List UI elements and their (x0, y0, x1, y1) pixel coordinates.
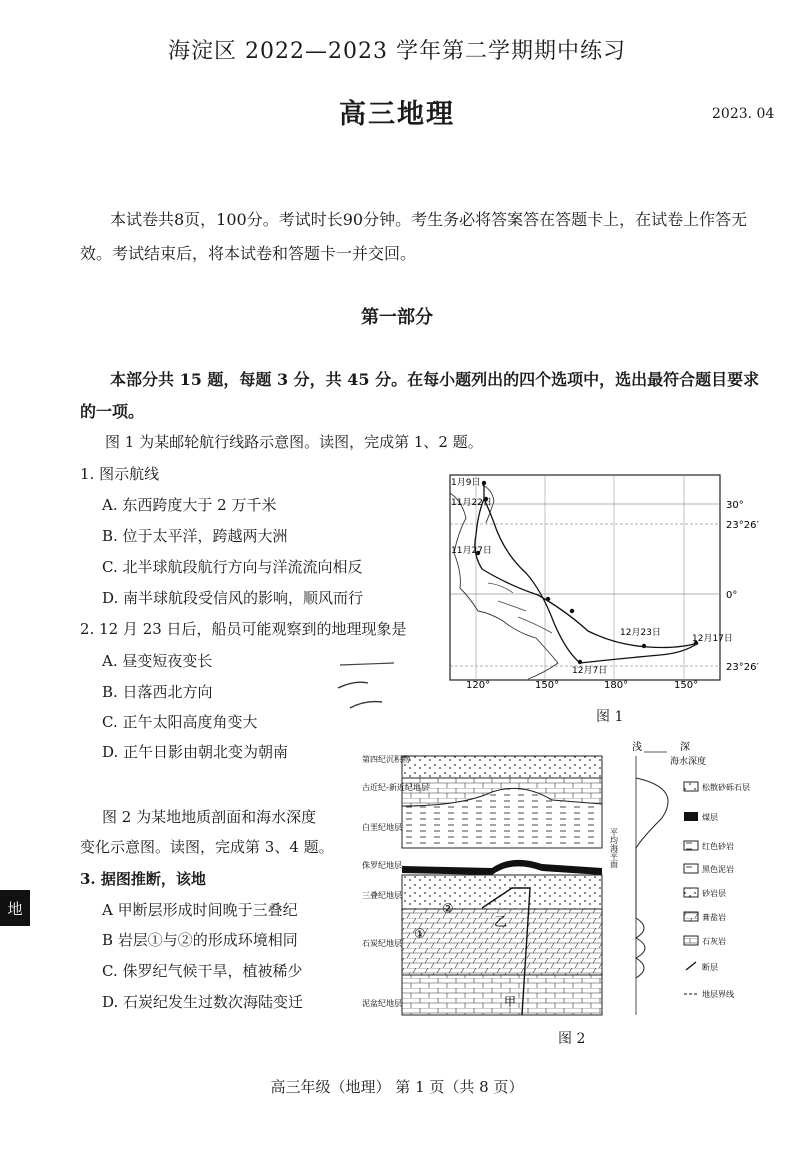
legend-item: 膏盐岩 (702, 913, 726, 922)
lat-label-tropic-n: 23°26′ (726, 520, 759, 531)
label-carboniferous: 石炭纪地层 (362, 939, 402, 948)
fig1-route-map (448, 473, 766, 688)
q2-option-c: C. 正午太阳高度角变大 (102, 713, 258, 731)
legend-swatch (684, 841, 698, 850)
route-point (482, 481, 486, 485)
section-title: 第一部分 (361, 307, 433, 328)
legend-item: 煤层 (702, 813, 718, 822)
q1-option-d: D. 南半球航段受信风的影响，顺风而行 (102, 589, 364, 607)
coal-seam (402, 860, 602, 875)
q2-option-a: A. 昼变短夜变长 (102, 652, 213, 670)
legend-item: 红色砂岩 (702, 842, 734, 851)
date-label-dec7: 12月7日 (572, 666, 608, 676)
instructions-line-2: 的一项。 (80, 402, 145, 421)
legend-item: 石灰岩 (702, 937, 726, 946)
lon-label-150e: 150° (535, 680, 560, 688)
stratum-quaternary (402, 756, 602, 778)
q1-option-a: A. 东西跨度大于 2 万千米 (102, 496, 277, 514)
q2-stem: 2. 12 月 23 日后，船员可能观察到的地理现象是 (80, 620, 407, 638)
q3-stem: 3. 据图推断，该地 (80, 870, 206, 888)
mark-yi: 乙 (494, 915, 508, 930)
label-cretaceous: 白垩纪地层 (362, 823, 402, 832)
q3-option-d: D. 石炭纪发生过数次海陆变迁 (102, 993, 304, 1011)
fig2-intro-line-1: 图 2 为某地地质剖面和海水深度 (102, 808, 317, 826)
date-label-jan9: 1月9日 (451, 478, 481, 488)
legend-item: 松散砂砾石层 (702, 783, 750, 792)
label-tertiary: 古近纪-新近纪地层 (362, 783, 429, 792)
exam-date: 2023. 04 (712, 106, 775, 122)
sea-level-label: 平均海平面 (609, 828, 619, 868)
intro-line-1: 本试卷共8页，100分。考试时长90分钟。考生务必将答案答在答题卡上，在试卷上作答无 (110, 210, 748, 229)
label-quaternary: 第四纪沉积物 (362, 755, 410, 764)
depth-deep-label: 深 (680, 742, 690, 753)
q3-option-b: B 岩层①与②的形成环境相同 (102, 931, 298, 949)
fig2-legend (684, 782, 750, 999)
instructions-line-1: 本部分共 15 题，每题 3 分，共 45 分。在每小题列出的四个选项中，选出最符合题目要求 (110, 370, 760, 389)
q1-stem: 1. 图示航线 (80, 465, 160, 483)
legend-swatch (684, 888, 698, 897)
depth-shallow-label: 浅 (632, 742, 642, 753)
exam-intro (80, 203, 770, 271)
date-label-dec17: 12月17日 (692, 634, 733, 644)
stratum-triassic (402, 875, 602, 909)
date-label-nov22: 11月22日 (451, 498, 492, 508)
legend-swatch (684, 912, 698, 921)
fig1-caption: 图 1 (596, 709, 624, 725)
legend-item: 断层 (702, 963, 718, 972)
fig1-intro: 图 1 为某邮轮航行线路示意图。读图，完成第 1、2 题。 (105, 433, 483, 451)
date-label-dec23: 12月23日 (620, 628, 661, 638)
q3-option-c: C. 侏罗纪气候干旱，植被稀少 (102, 962, 303, 980)
lat-label-equator: 0° (726, 590, 738, 601)
fig2-geologic-section (362, 738, 772, 1023)
fig2-intro-line-2: 变化示意图。读图，完成第 3、4 题。 (80, 838, 334, 856)
exam-title: 海淀区 2022—2023 学年第二学期期中练习 (168, 39, 626, 64)
mark-1: ① (414, 927, 426, 942)
depth-curve (636, 778, 668, 978)
lon-label-150w: 150° (674, 680, 699, 688)
legend-swatch (684, 782, 698, 791)
label-devonian: 泥盆纪地层 (362, 999, 402, 1008)
route-point (642, 644, 646, 648)
depth-title: 海水深度 (670, 757, 707, 767)
lat-label-tropic-s: 23°26′ (726, 662, 759, 673)
fig2-caption: 图 2 (558, 1031, 586, 1047)
exam-subject: 高三地理 (339, 99, 455, 130)
legend-swatch (684, 812, 698, 821)
legend-item: 黑色泥岩 (702, 865, 734, 874)
legend-swatch (686, 962, 696, 970)
q2-option-b: B. 日落西北方向 (102, 683, 213, 701)
stratum-devonian (402, 975, 602, 1015)
pencil-marks (330, 650, 410, 720)
legend-swatch (684, 864, 698, 873)
label-triassic: 三叠纪地层 (362, 891, 402, 900)
subject-side-tab: 地 (0, 890, 30, 926)
page-footer: 高三年级（地理） 第 1 页（共 8 页） (270, 1078, 524, 1096)
mark-2: ② (442, 902, 454, 917)
route-point (546, 597, 550, 601)
route-point (570, 609, 574, 613)
route-point (578, 660, 582, 664)
mark-jia: 甲 (504, 995, 517, 1009)
q1-option-c: C. 北半球航段航行方向与洋流流向相反 (102, 558, 363, 576)
q2-option-d: D. 正午日影由朝北变为朝南 (102, 743, 289, 761)
q1-option-b: B. 位于太平洋，跨越两大洲 (102, 527, 288, 545)
legend-item: 砂岩层 (702, 889, 726, 898)
lon-label-180: 180° (604, 680, 629, 688)
legend-item: 地层界线 (702, 990, 734, 999)
intro-line-2: 效。考试结束后，将本试卷和答题卡一并交回。 (80, 244, 417, 263)
lat-label-30n: 30° (726, 500, 744, 511)
section-instructions (80, 364, 770, 428)
date-label-nov27: 11月27日 (451, 546, 492, 556)
lon-label-120e: 120° (466, 680, 491, 688)
label-jurassic: 侏罗纪地层 (362, 861, 402, 870)
q3-option-a: A 甲断层形成时间晚于三叠纪 (102, 901, 298, 919)
legend-swatch (684, 936, 698, 945)
